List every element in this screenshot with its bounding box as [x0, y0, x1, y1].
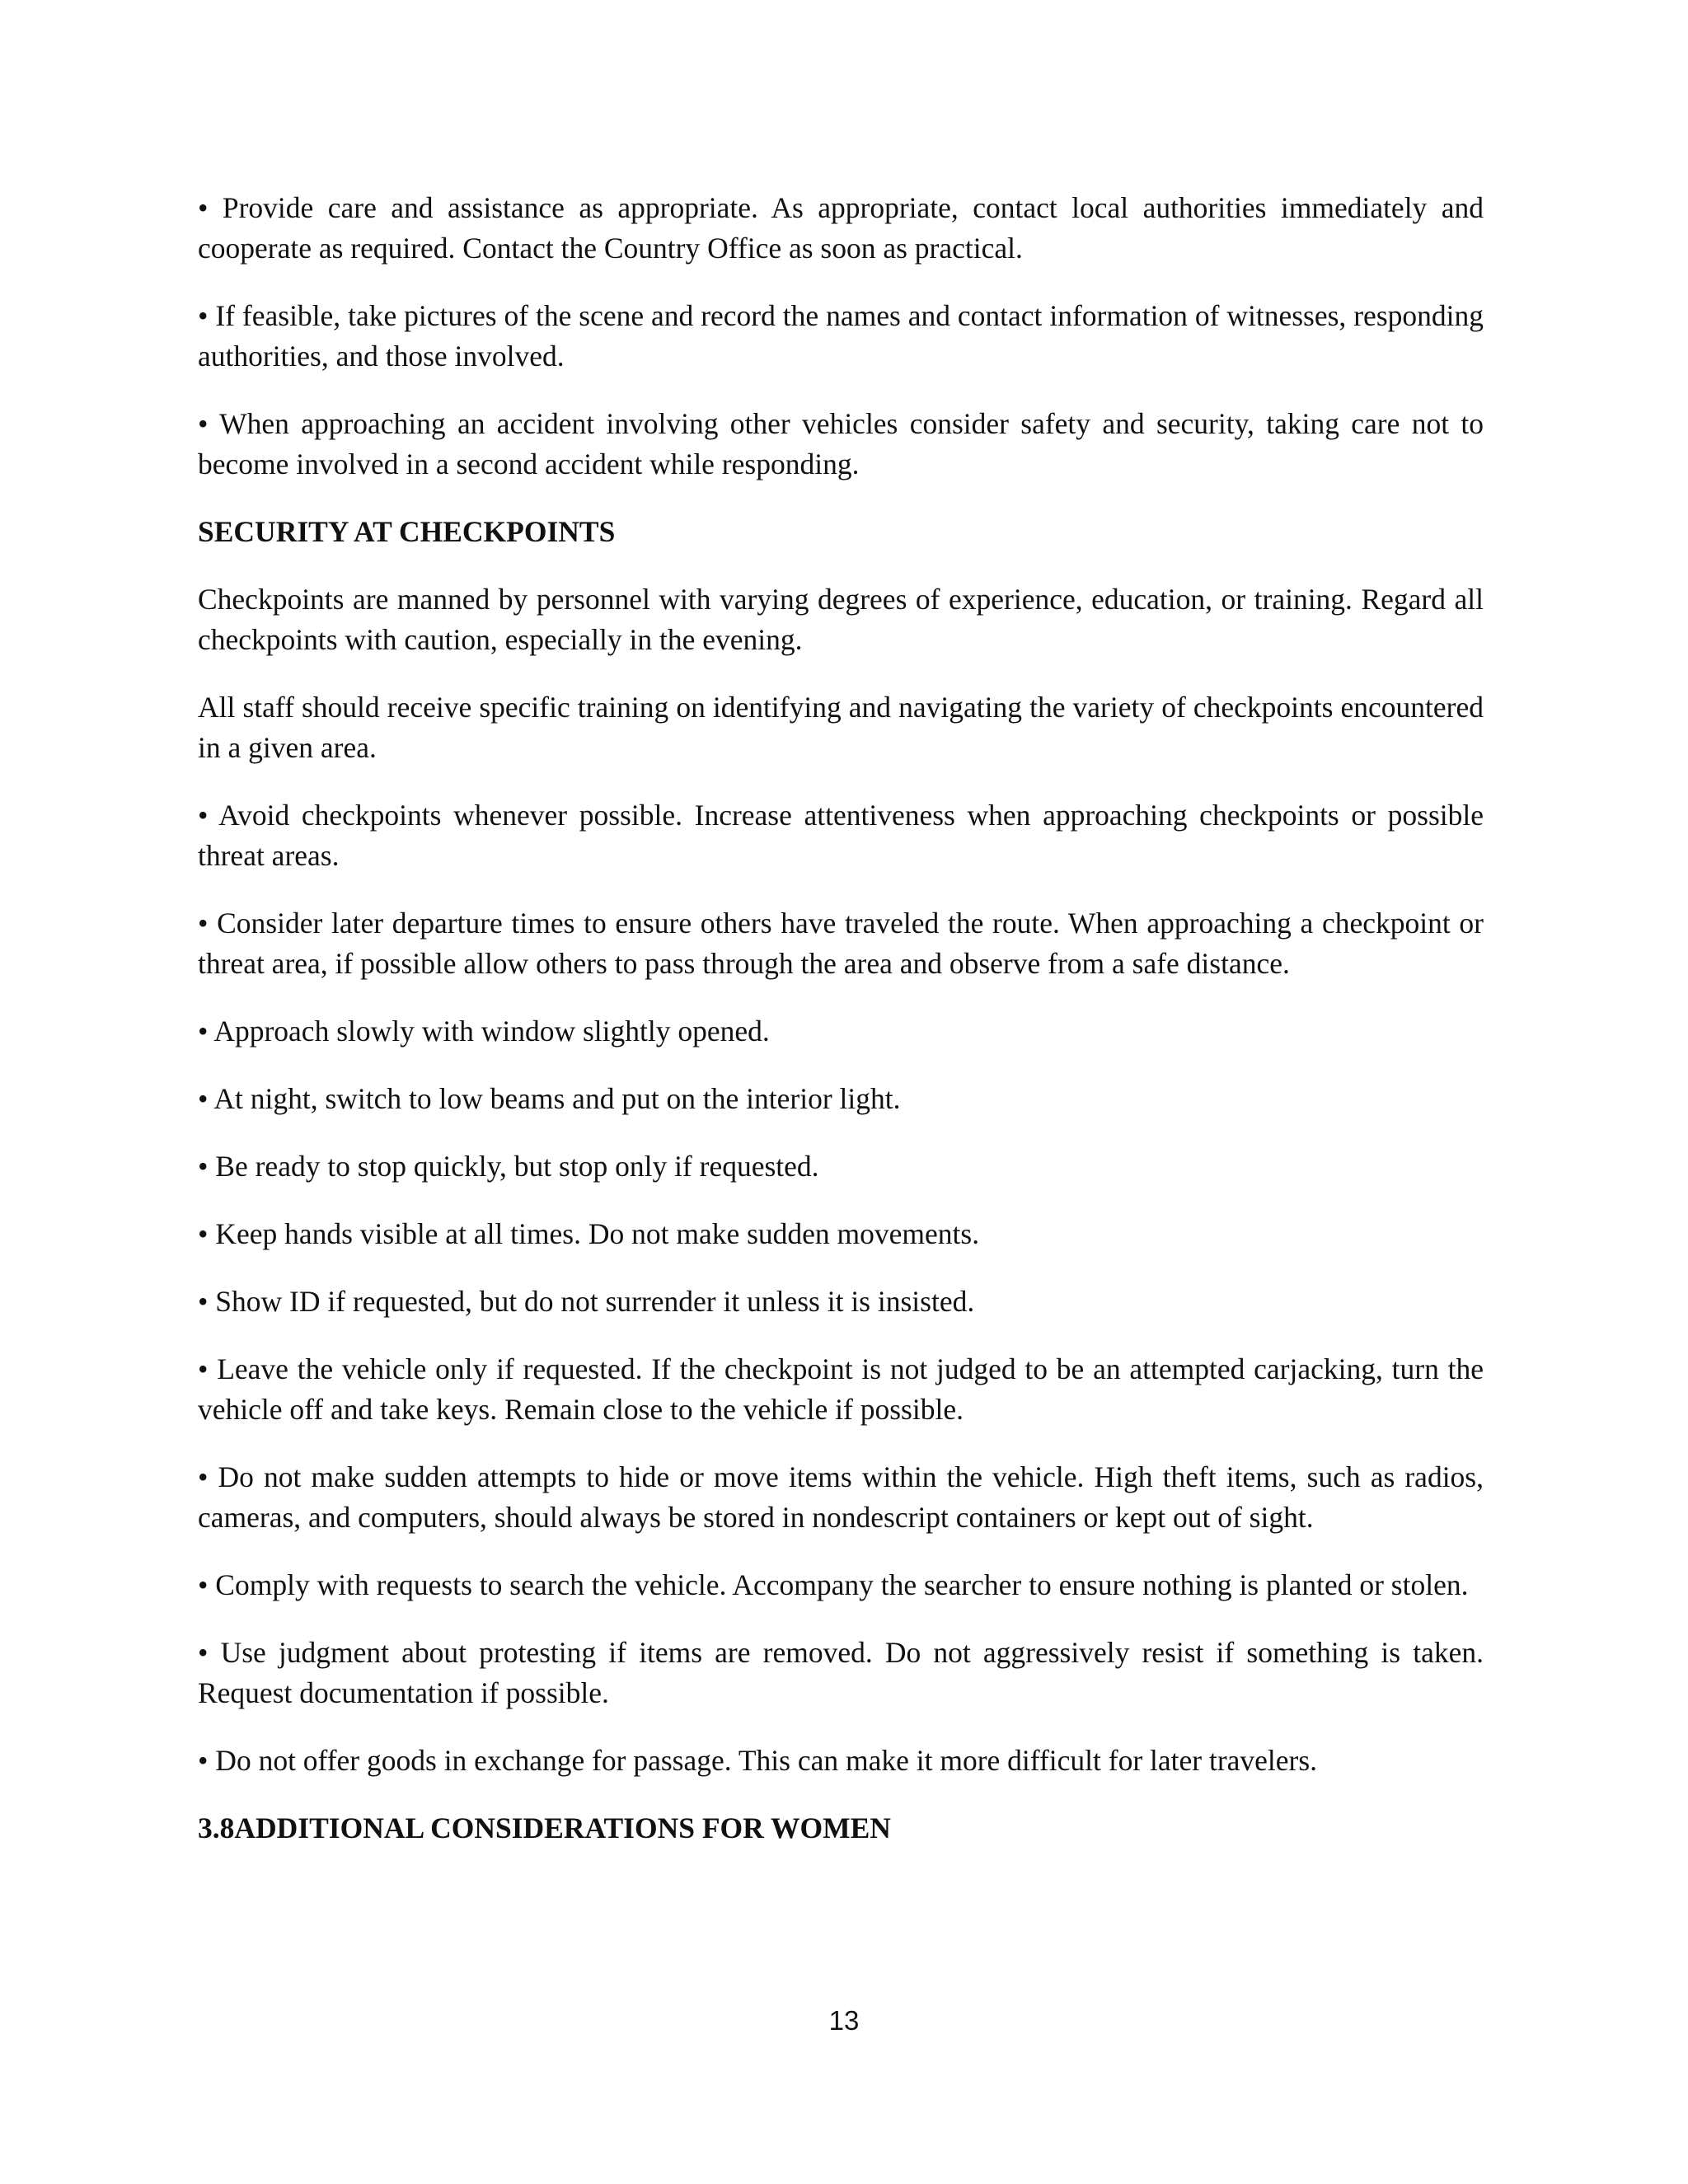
paragraph-later-departure: • Consider later departure times to ensure others have traveled the route. When approaching a checkpoint or threat area, if possible allow others to pass through the area and observe from a safe distance. [198, 907, 1484, 980]
paragraph-take-pictures: • If feasible, take pictures of the scene and record the names and contact information of witnesses, responding authorities, and those involved. [198, 299, 1484, 373]
paragraph-hands-visible: • Keep hands visible at all times. Do not make sudden movements. [198, 1217, 980, 1250]
heading-additional-considerations-women: 3.8ADDITIONAL CONSIDERATIONS FOR WOMEN [198, 1811, 891, 1844]
paragraph-no-goods: • Do not offer goods in exchange for passage. This can make it more difficult for later travelers. [198, 1744, 1318, 1777]
paragraph-care-assistance: • Provide care and assistance as appropriate. As appropriate, contact local authorities immediately and cooperate as required. Contact the Country Office as soon as practical. [198, 191, 1484, 265]
page-number: 13 [828, 2005, 860, 2036]
paragraph-approaching-accident: • When approaching an accident involving other vehicles consider safety and security, taking care not to become involved in a second accident while responding. [198, 407, 1484, 480]
paragraph-checkpoints-manned: Checkpoints are manned by personnel with varying degrees of experience, education, or training. Regard all checkpoints with caution, especially in the evening. [198, 583, 1484, 656]
heading-security-at-checkpoints: SECURITY AT CHECKPOINTS [198, 515, 616, 548]
paragraph-approach-slowly: • Approach slowly with window slightly opened. [198, 1015, 770, 1047]
paragraph-ready-to-stop: • Be ready to stop quickly, but stop only if requested. [198, 1150, 819, 1183]
paragraph-comply-search: • Comply with requests to search the vehicle. Accompany the searcher to ensure nothing is planted or stolen. [198, 1568, 1469, 1601]
paragraph-avoid-checkpoints: • Avoid checkpoints whenever possible. Increase attentiveness when approaching checkpoints or possible threat areas. [198, 799, 1484, 872]
paragraph-use-judgment: • Use judgment about protesting if items are removed. Do not aggressively resist if something is taken. Request documentation if possible. [198, 1636, 1484, 1709]
paragraph-leave-vehicle: • Leave the vehicle only if requested. If the checkpoint is not judged to be an attempted carjacking, turn the vehicle off and take keys. Remain close to the vehicle if possible. [198, 1352, 1484, 1426]
paragraph-show-id: • Show ID if requested, but do not surrender it unless it is insisted. [198, 1285, 975, 1318]
paragraph-low-beams: • At night, switch to low beams and put on the interior light. [198, 1082, 901, 1115]
page-content [198, 188, 1484, 1876]
paragraph-hide-items: • Do not make sudden attempts to hide or move items within the vehicle. High theft items, such as radios, cameras, and computers, should always be stored in nondescript containers or kept out of sight. [198, 1460, 1484, 1534]
paragraph-staff-training: All staff should receive specific training on identifying and navigating the variety of checkpoints encountered in a given area. [198, 691, 1484, 764]
